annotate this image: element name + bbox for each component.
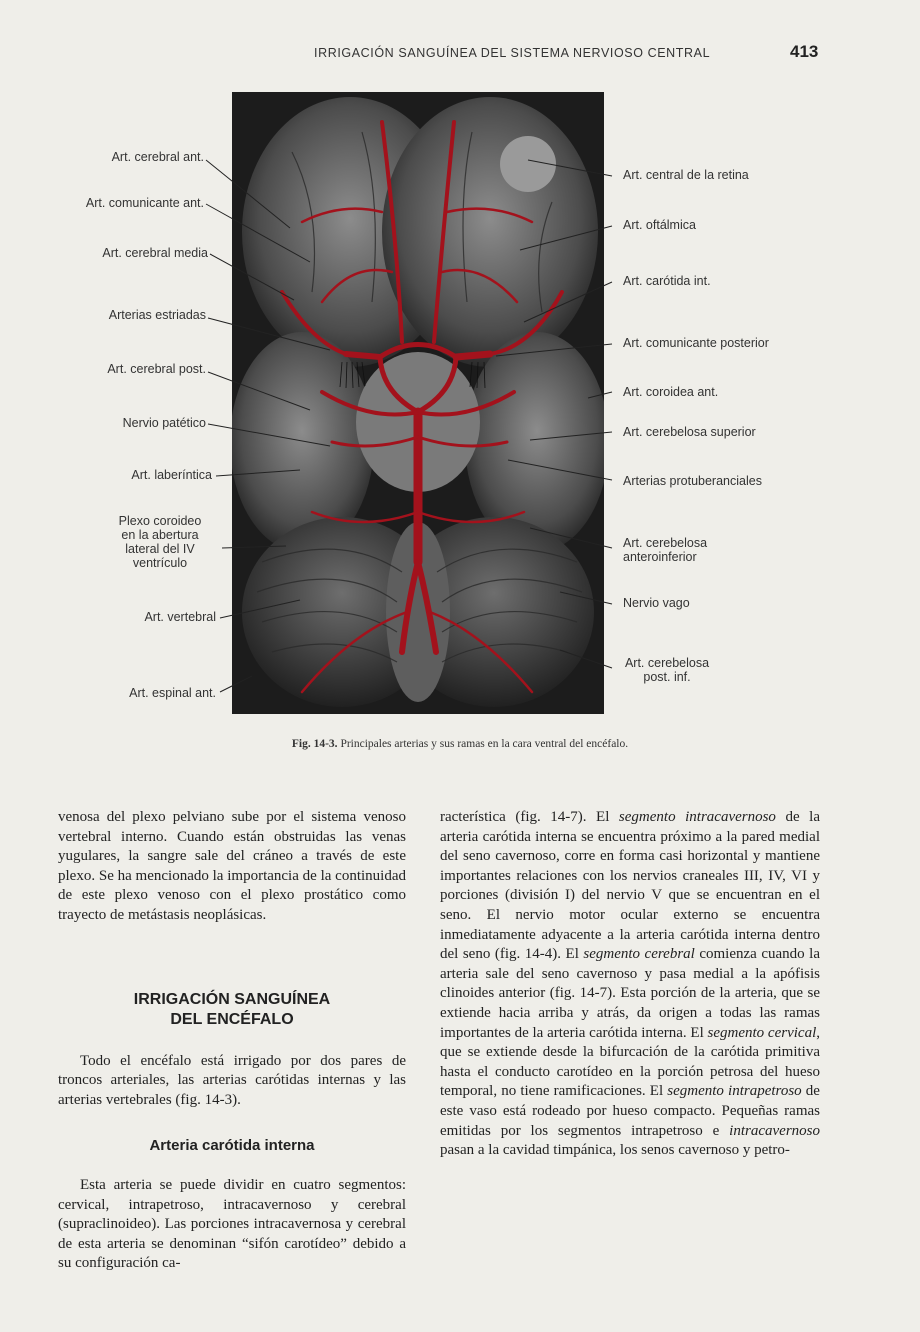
page-number: 413 xyxy=(790,42,819,61)
paragraph-venosa: venosa del plexo pelviano sube por el sistema venoso vertebral interno. Cuando están obstruidas las venas yugulares, la sangre sale del cráneo a través de este plexo. Se ha mencionado la importancia de la continuidad de este plexo venoso con el plexo prostático como trayecto de metástasis neoplásicas. xyxy=(58,809,406,923)
figure-caption xyxy=(0,738,920,750)
label-art-vertebral: Art. vertebral xyxy=(144,610,216,624)
label-arterias-protuberanciales: Arterias protuberanciales xyxy=(623,474,762,488)
brain-arteries-illustration xyxy=(232,92,604,714)
label-arterias-estriadas: Arterias estriadas xyxy=(108,308,206,322)
label-art-cerebral-ant: Art. cerebral ant. xyxy=(111,150,204,164)
label-art-central-retina: Art. central de la retina xyxy=(623,168,749,182)
label-art-carotida-int: Art. carótida int. xyxy=(623,274,711,288)
right-column xyxy=(440,808,820,1161)
label-art-cerebelosa-superior: Art. cerebelosa superior xyxy=(623,425,756,439)
term-segmento-intrapetroso: segmento intrapetroso xyxy=(667,1083,802,1100)
caption-number: Fig. 14-3. xyxy=(291,738,338,750)
paragraph-segmentos-cont xyxy=(440,808,820,1161)
label-plexo-coroideo: Plexo coroideo en la abertura lateral del IV ventrículo xyxy=(118,514,202,570)
term-segmento-intracavernoso: segmento intracavernoso xyxy=(618,809,776,825)
label-art-cerebral-post: Art. cerebral post. xyxy=(107,362,206,376)
text-run: de este vaso está rodeado por hueso compacto. Pequeñas ramas emitidas por los segmentos intrapetroso e xyxy=(440,1083,820,1139)
label-art-laberintica: Art. laberíntica xyxy=(131,468,212,482)
running-head-title: IRRIGACIÓN SANGUÍNEA DEL SISTEMA NERVIOSO CENTRAL xyxy=(314,46,711,60)
text-run: comienza cuando la arteria sale del seno cavernoso y pasa medial a la apófisis clinoides anterior (fig. 14-7). Esta porción de la arteria, que se extiende hacia arriba y atrás, da origen a todas las ramas importantes de la arteria carótida interna. El xyxy=(440,946,820,1041)
label-art-cerebral-media: Art. cerebral media xyxy=(102,246,208,260)
text-run: pasan a la cavidad timpánica, los senos cavernoso y petro- xyxy=(440,1142,790,1159)
label-art-cerebelosa-anteroinferior: Art. cerebelosa anteroinferior xyxy=(623,536,708,564)
paragraph-segmentos: Esta arteria se puede dividir en cuatro segmentos: cervical, intrapetroso, intracavernoso y cerebral (supraclinoideo). Las porciones intracavernosa y cerebral de esta arteria se denominan “sifón carotídeo” debido a su configuración ca- xyxy=(58,1176,406,1272)
label-art-oftalmica: Art. oftálmica xyxy=(623,218,696,232)
term-segmento-cervical: segmento cervical xyxy=(707,1024,817,1041)
text-run: racterística (fig. 14-7). El xyxy=(440,809,619,825)
brain-ventral-drawing xyxy=(232,92,604,714)
term-segmento-cerebral: segmento cerebral xyxy=(583,946,695,963)
section-heading-line2: DEL ENCÉFALO xyxy=(170,1010,294,1028)
label-art-coroidea-ant: Art. coroidea ant. xyxy=(623,385,719,399)
label-nervio-vago: Nervio vago xyxy=(623,596,690,610)
term-intracavernoso: intracavernoso xyxy=(729,1122,820,1139)
label-art-comunicante-ant: Art. comunicante ant. xyxy=(85,196,204,210)
subheading-carotida-interna: Arteria carótida interna xyxy=(149,1137,315,1155)
label-nervio-patetico: Nervio patético xyxy=(122,416,206,430)
section-heading-line1: IRRIGACIÓN SANGUÍNEA xyxy=(133,990,331,1008)
label-art-espinal-ant: Art. espinal ant. xyxy=(129,686,216,700)
text-run: de la arteria carótida interna se encuentra próximo a la pared medial del seno cavernoso, corre en forma casi horizontal y mantiene importantes relaciones con los nervios craneales III, IV, VI y porciones (división I) del nervio V que se encuentran en el seno. El nervio motor ocular externo se encuentra inmediatamente adyacente a la arteria carótida interna dentro del seno (fig. 14-4). El xyxy=(440,809,820,963)
text-run: , que se extiende desde la bifurcación de la carótida primitiva hasta el conducto carotídeo en la porción petrosa del hueso temporal, no tiene ramificaciones. El xyxy=(440,1024,820,1100)
label-art-comunicante-posterior: Art. comunicante posterior xyxy=(623,336,769,350)
left-column xyxy=(58,808,406,1274)
label-art-cerebelosa-post-inf: Art. cerebelosa post. inf. xyxy=(624,656,710,684)
caption-text: Principales arterias y sus ramas en la cara ventral del encéfalo. xyxy=(340,738,629,750)
paragraph-todo-encefalo: Todo el encéfalo está irrigado por dos pares de troncos arteriales, las arterias carótidas internas y las arterias vertebrales (fig. 14-3). xyxy=(58,1052,406,1108)
